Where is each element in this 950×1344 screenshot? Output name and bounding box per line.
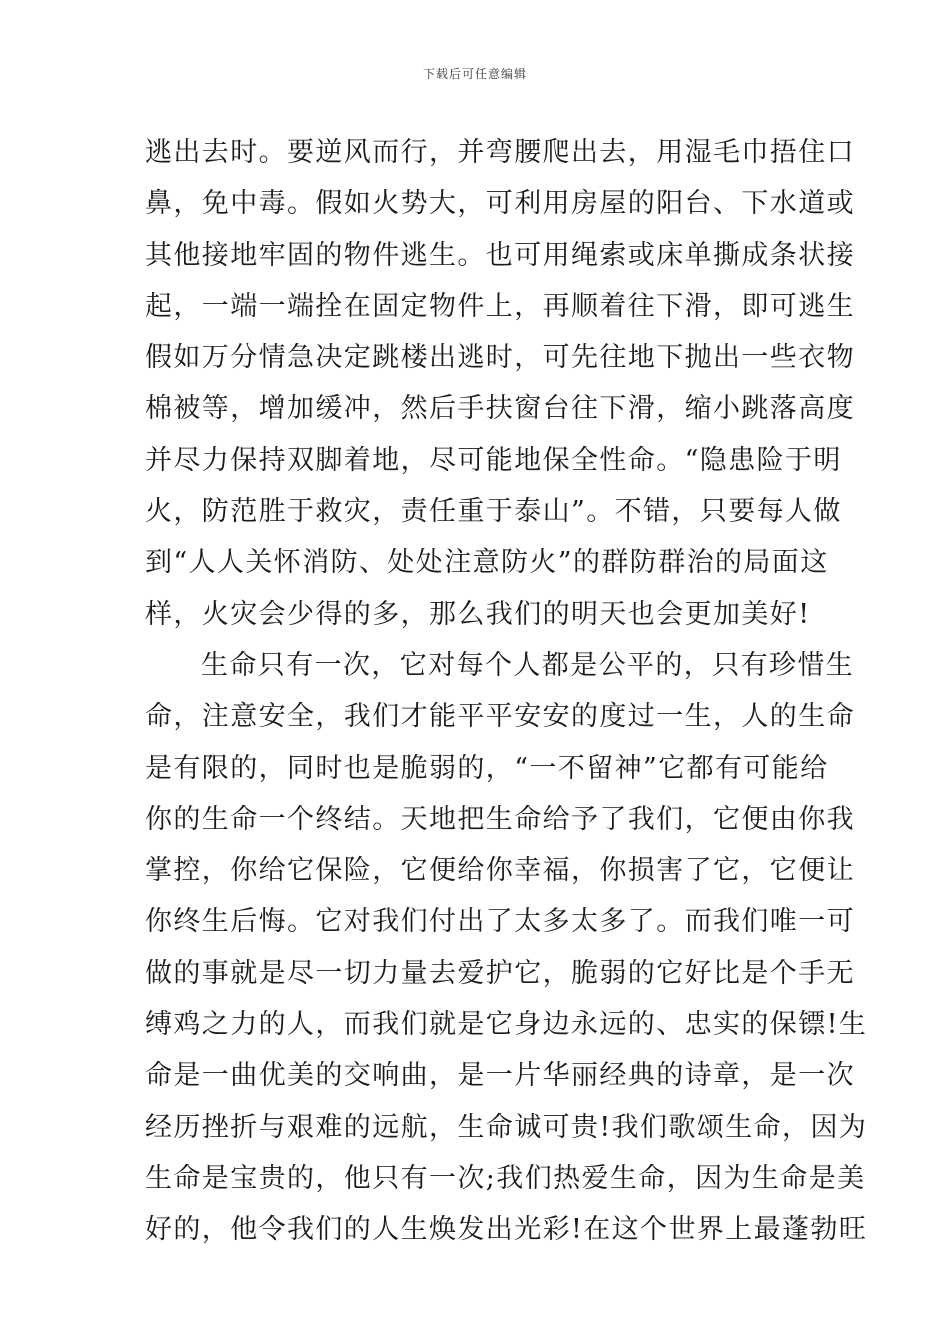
text-line: 起，一端一端拴在固定物件上，再顺着往下滑，即可逃生 [145,290,855,322]
text-line: 命是一曲优美的交响曲，是一片华丽经典的诗章，是一次 [145,1060,855,1092]
text-line: 假如万分情急决定跳楼出逃时，可先往地下抛出一些衣物 [145,342,855,374]
text-line: 到“人人关怀消防、处处注意防火”的群防群治的局面这 [145,547,829,579]
paragraph-start-line: 生命只有一次，它对每个人都是公平的，只有珍惜生 [201,649,855,681]
text-line: 逃出去时。要逆风而行，并弯腰爬出去，用湿毛巾捂住口 [145,137,855,168]
text-line: 生命是宝贵的，他只有一次;我们热爱生命，因为生命是美 [145,1162,866,1194]
text-line: 是有限的，同时也是脆弱的，“一不留神”它都有可能给 [145,752,829,784]
text-line: 其他接地牢固的物件逃生。也可用绳索或床单撕成条状接 [145,239,855,271]
text-line: 棉被等，增加缓冲，然后手扶窗台往下滑，缩小跳落高度 [145,393,855,425]
text-line: 你终生后悔。它对我们付出了太多太多了。而我们唯一可 [145,906,855,938]
body-text [145,127,868,1256]
text-line: 好的，他令我们的人生焕发出光彩!在这个世界上最蓬勃旺 [145,1214,868,1246]
text-line: 鼻，免中毒。假如火势大，可利用房屋的阳台、下水道或 [145,188,855,220]
text-line: 做的事就是尽一切力量去爱护它，脆弱的它好比是个手无 [145,957,855,989]
text-line: 火，防范胜于救灾，责任重于泰山”。不错，只要每人做 [145,496,842,528]
text-line: 并尽力保持双脚着地，尽可能地保全性命。“隐患险于明 [145,444,842,476]
text-line: 缚鸡之力的人，而我们就是它身边永远的、忠实的保镖!生 [145,1009,868,1041]
page-header: 下载后可任意编辑 [422,67,527,81]
text-line: 你的生命一个终结。天地把生命给予了我们，它便由你我 [145,803,855,835]
text-line: 掌控，你给它保险，它便给你幸福，你损害了它，它便让 [145,855,855,887]
text-line: 命，注意安全，我们才能平平安安的度过一生，人的生命 [145,701,855,733]
text-line: 经历挫折与艰难的远航，生命诚可贵!我们歌颂生命，因为 [145,1111,868,1143]
text-line: 样，火灾会少得的多，那么我们的明天也会更加美好! [145,598,811,630]
